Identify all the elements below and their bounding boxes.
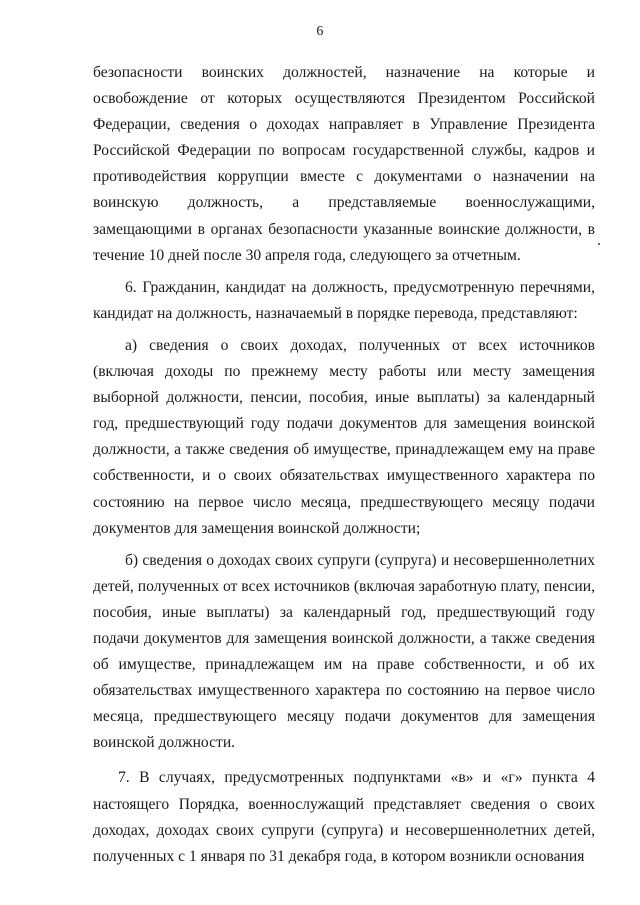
paragraph-item-6a: а) сведения о своих доходах, полученных от всех источников (включая доходы по прежнему месту работы или месту замещения выборной должности, пенсии, пособия, иные выплаты) за календарный год, предшествующий году подачи документов для замещения воинской должности, а также сведения об имуществе, принадлежащем ему на праве собственности, и о своих обязательствах имущественного характера по состоянию на первое число месяца, предшествующего месяцу подачи документов для замещения воинской должности; — [93, 336, 595, 537]
paragraph-continuation: безопасности воинских должностей, назначение на которые и освобождение от которых осуществляются Президентом Российской Федерации, сведения о доходах направляет в Управление Президента Российской Федерации по вопросам государственной службы, кадров и противодействия коррупции вместе с документами о назначении на воинскую должность, а представляемые военнослужащими, замещающими в органах безопасности указанные воинские должности, в течение 10 дней после 30 апреля года, следующего за отчетным. — [93, 64, 595, 264]
paragraph-item-6: 6. Гражданин, кандидат на должность, предусмотренную перечнями, кандидат на должность, назначаемый в порядке перевода, представляют: — [93, 278, 595, 322]
page-number: 6 — [316, 24, 324, 39]
paragraph-item-6b: б) сведения о доходах своих супруги (супруга) и несовершеннолетних детей, полученных от всех источников (включая заработную плату, пенсии, пособия, иные выплаты) за календарный год, предшествующий году подачи документов для замещения воинской должности, а также сведения об имуществе, принадлежащем им на праве собственности, и об их обязательствах имущественного характера по состоянию на первое число месяца, предшествующего месяцу подачи документов для замещения воинской должности. — [93, 551, 595, 752]
scan-speck — [598, 243, 600, 245]
paragraph-item-7: 7. В случаях, предусмотренных подпунктами «в» и «г» пункта 4 настоящего Порядка, военнослужащий представляет сведения о своих доходах, доходах своих супруги (супруга) и несовершеннолетних детей, полученных с 1 января по 31 декабря года, в котором возникли основания — [93, 769, 595, 865]
document-body — [93, 60, 595, 870]
